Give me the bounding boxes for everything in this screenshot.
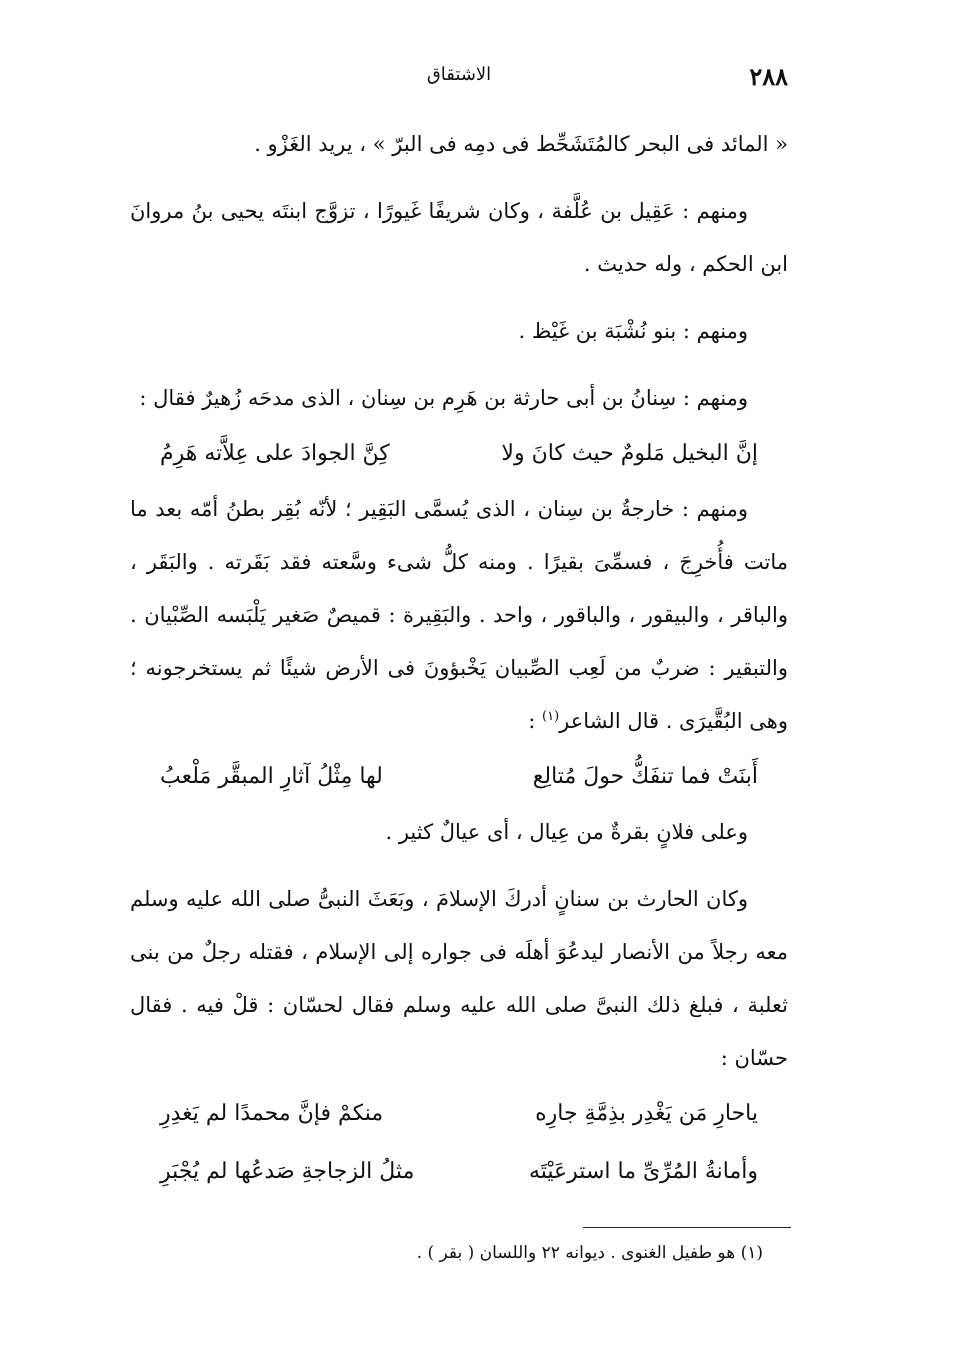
paragraph: وكان الحارث بن سنانٍ أدركَ الإسلامَ ، وبَعَثَ النبىُّ صلى الله عليه وسلم معه رجلاً من الأنصار ليدعُوَ أهلَه فى جواره إلى الإسلام ، فقتله رجلٌ من بنى ثعلبة ، فبلغ ذلك النبىَّ صلى الله عليه وسلم فقال لحسّان : قلْ فيه . فقال حسّان : [130,887,788,1070]
verse-hemistich: كِنَّ الجوادَ على عِلاَّته هَرِمُ [160,441,390,466]
page-header [130,58,788,98]
paragraph: وعلى فلانٍ بقرةٌ من عِيال ، أى عيالٌ كثير . [385,820,748,844]
main-text [130,118,788,1201]
verse-hemistich: منكمْ فإنَّ محمدًا لم يَغدِرِ [160,1101,384,1126]
verse-line [130,1143,788,1201]
paragraph [130,483,788,748]
paragraph: « المائد فى البحر كالمُتَشَحِّط فى دمِه فى البرّ » ، يريد الغَزْو . [254,132,788,156]
paragraph: ومنهم : بنو نُشْبَة بن غَيْظ . [518,319,748,343]
verse-hemistich: إنَّ البخيل مَلومٌ حيث كانَ ولا [501,441,758,466]
paragraph: ومنهم : عَقِيل بن عُلَّفة ، وكان شريفًا غَيورًا ، تزوَّج ابنتَه يحيى بنُ مروانَ ابن الحكم ، وله حديث . [130,199,788,276]
footnote-marker: (١) [542,709,560,724]
paragraph-tail: : [528,709,543,733]
verse-line [130,425,788,483]
running-title: الاشتقاق [426,64,492,85]
paragraph: ومنهم : سِنانُ بن أبى حارثة بن هَرِم بن سِنان ، الذى مدحَه زُهيرٌ فقال : [139,386,748,410]
footnote: (١) هو طفيل الغنوى . ديوانه ٢٢ واللسان ( بقر ) . [416,1243,763,1263]
verse-hemistich: لها مِثْلُ آثارِ المبقَّر مَلْعبُ [160,764,383,789]
verse-line [130,1085,788,1143]
verse-hemistich: أَبنَتْ فما تنفَكُّ حولَ مُتالِع [532,764,758,789]
paragraph-text: ومنهم : خارجةُ بن سِنان ، الذى يُسمَّى البَقِير ؛ لأنّه بُقِر بطنُ أمّه بعد ما ماتت فأُخرِجَ ، فسمِّىَ بقيرًا . ومنه كلُّ شىء وسَّعته فقد بَقَرته . والبَقَر ، والباقر ، والبيقور ، والباقور ، واحد . والبَقِيرة : قميصٌ صَغير يَلْبَسه الصِّبْيان . والتبقير : ضربٌ من لَعِب الصِّبيان يَخْبؤونَ فى الأرض شيئًا ثم يستخرجونه ؛ وهى البُقَّيرَى . قال الشاعر [130,497,788,733]
verse-hemistich: مثلُ الزجاجةِ صَدعُها لم يُجْبَرِ [160,1159,415,1184]
page-number: ٢٨٨ [749,62,788,91]
verse-hemistich: ياحارِ مَن يَغْدِر بذِمَّةِ جارِه [535,1101,758,1126]
verse-line [130,748,788,806]
verse-hemistich: وأمانةُ المُرِّىِّ ما استرعَيْتَه [528,1159,758,1184]
footnote-divider [583,1227,791,1228]
